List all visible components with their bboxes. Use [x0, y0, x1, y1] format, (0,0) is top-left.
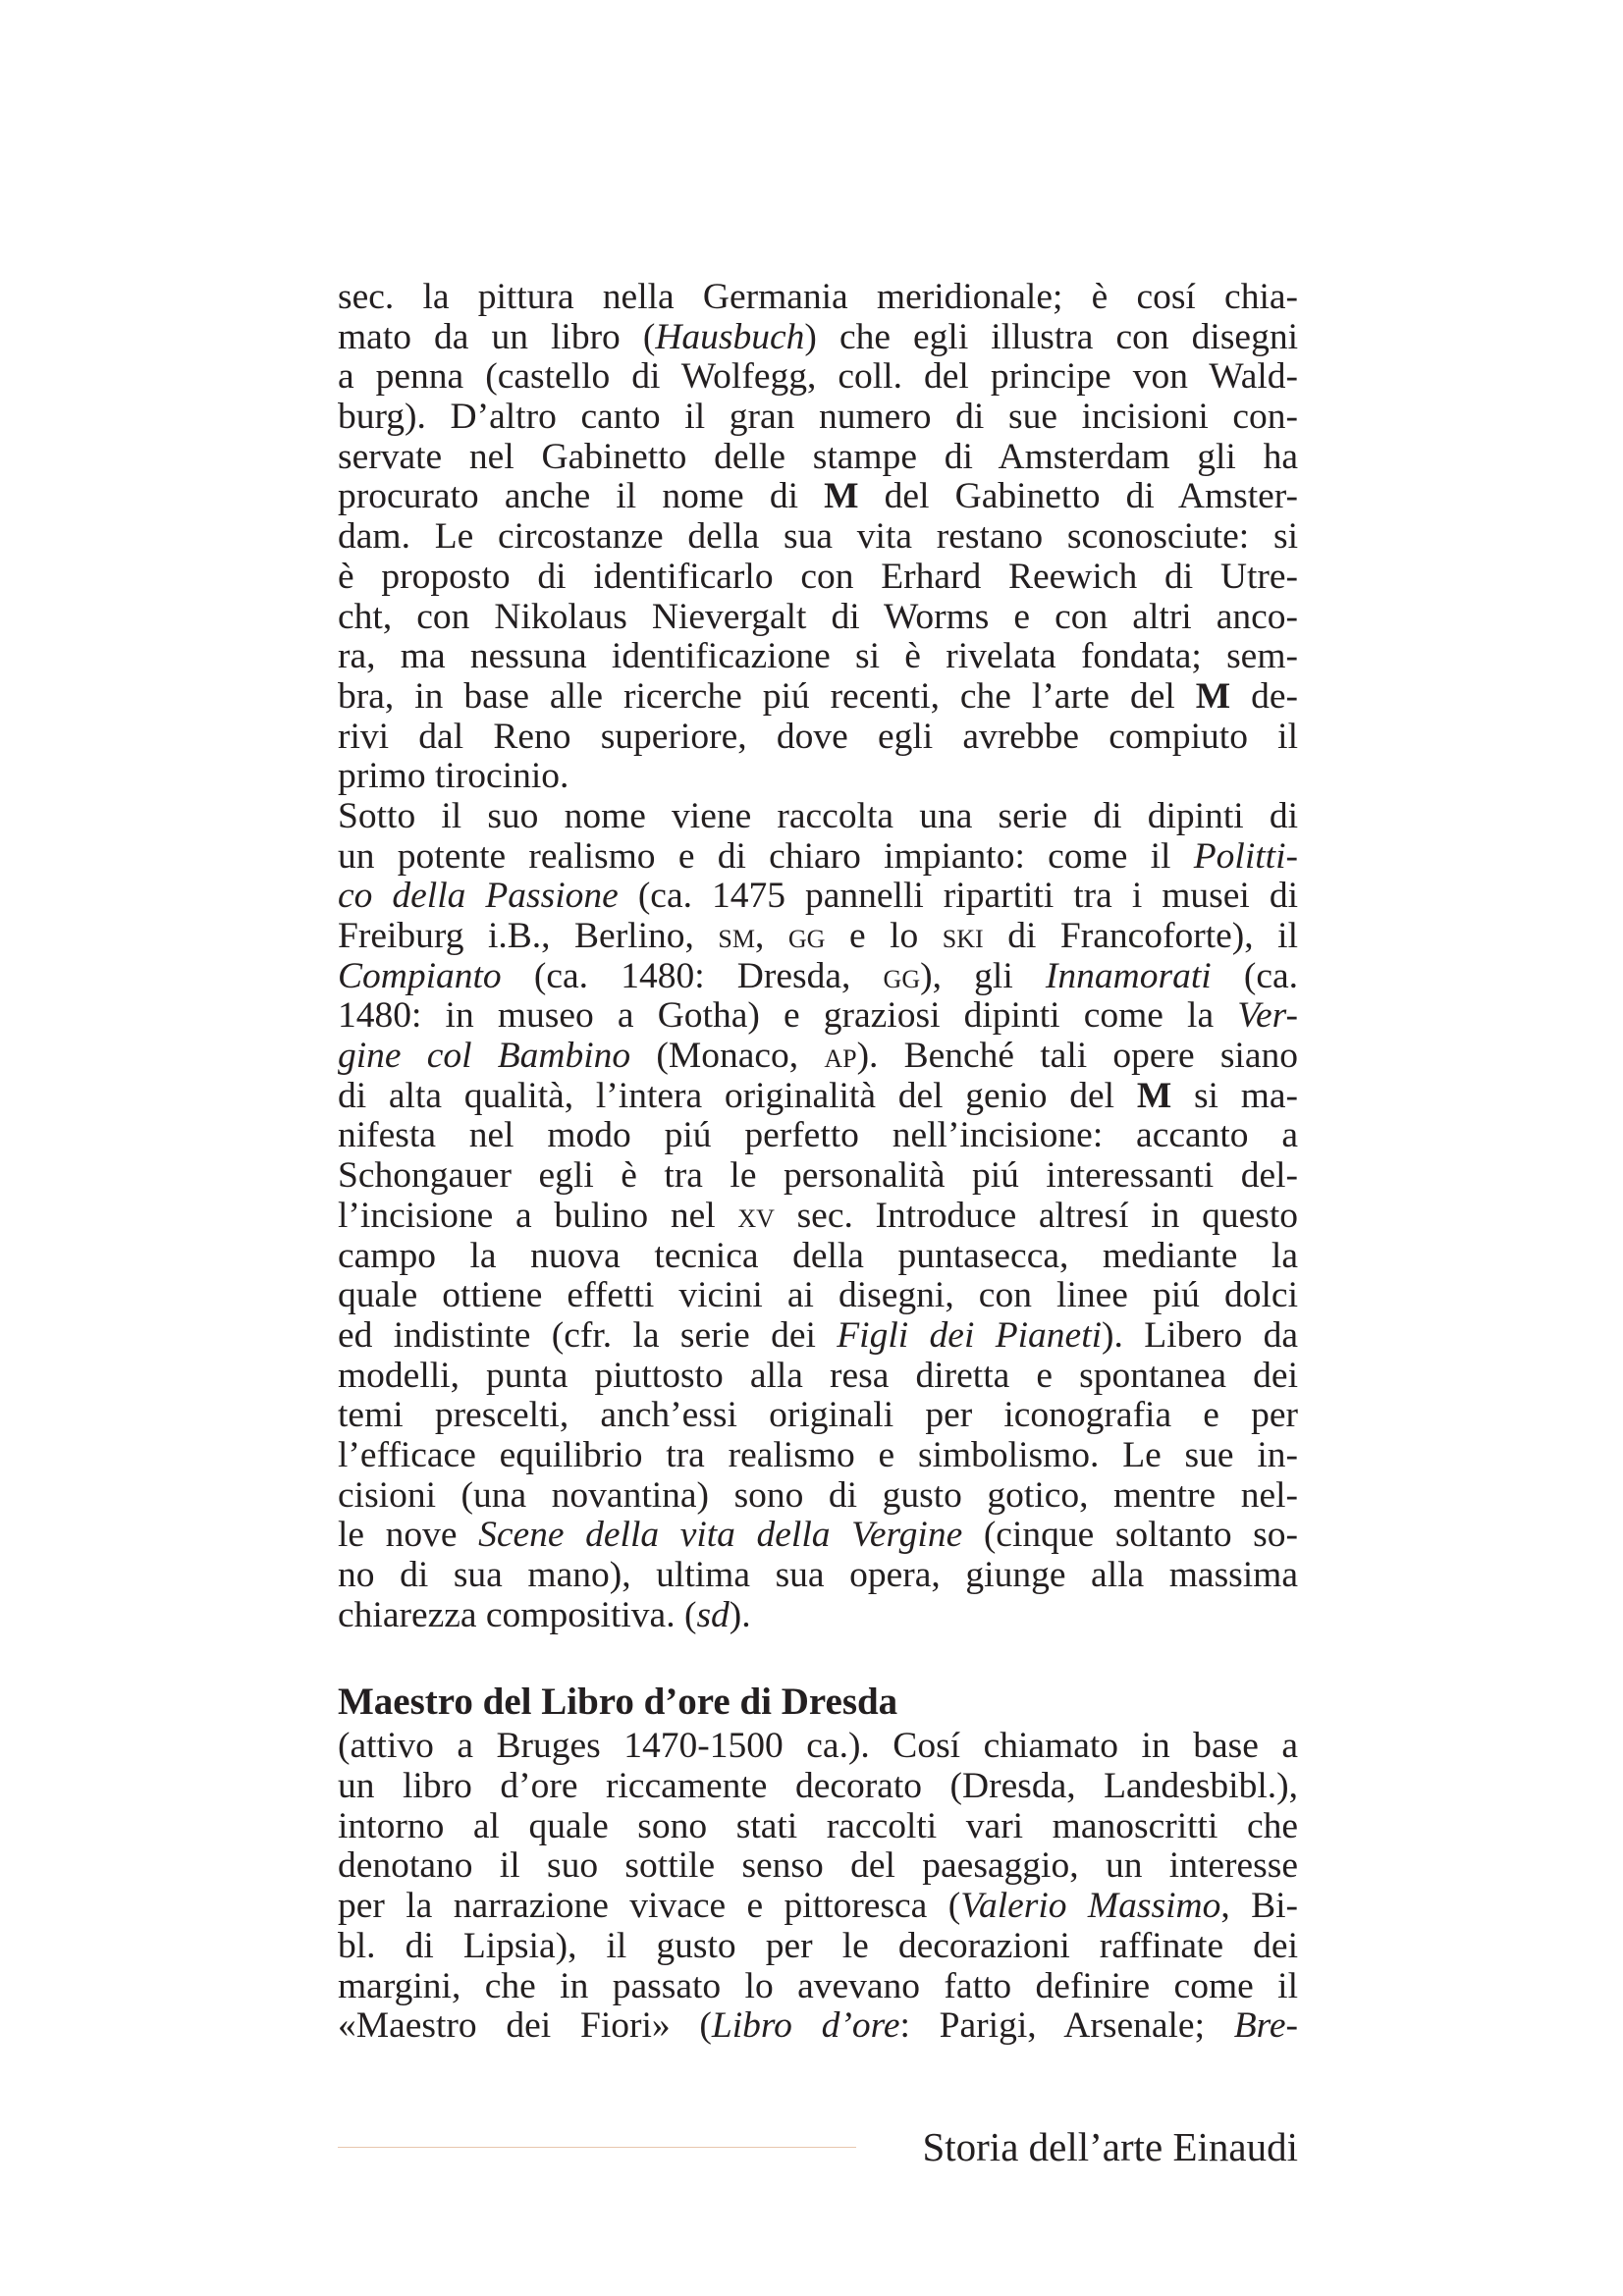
text-line: Schongauer egli è tra le personalità piú interessanti del-: [338, 1155, 1298, 1197]
text-line: ed indistinte (cfr. la serie dei Figli dei Pianeti). Libero da: [338, 1314, 1298, 1356]
text-line: primo tirocinio.: [338, 756, 569, 797]
text-line: cisioni (una novantina) sono di gusto gotico, mentre nel-: [338, 1474, 1298, 1516]
text-line: Sotto il suo nome viene raccolta una serie di dipinti di: [338, 795, 1298, 836]
entry-spacer: [338, 1635, 1298, 1680]
text-line: burg). D’altro canto il gran numero di sue incisioni con-: [338, 397, 1298, 438]
text-line: l’incisione a bulino nel xv sec. Introduce altresí in questo: [338, 1195, 1298, 1236]
text-line: quale ottiene effetti vicini ai disegni, con linee piú dolci: [338, 1275, 1298, 1316]
text-line: gine col Bambino (Monaco, ap). Benché tali opere siano: [338, 1036, 1298, 1077]
text-line: (attivo a Bruges 1470-1500 ca.). Cosí chiamato in base a: [338, 1726, 1298, 1767]
text-line: un libro d’ore riccamente decorato (Dresda, Landesbibl.),: [338, 1766, 1298, 1807]
footer-rule: [338, 2147, 856, 2148]
text-line: servate nel Gabinetto delle stampe di Amsterdam gli ha: [338, 436, 1298, 477]
text-line: per la narrazione vivace e pittoresca (Valerio Massimo, Bi-: [338, 1886, 1299, 1927]
text-line: Freiburg i.B., Berlino, sm, gg e lo ski di Francoforte), il: [338, 916, 1298, 956]
entry-maestro-hausbuch-continued: [338, 278, 1298, 1635]
text-line: 1480: in museo a Gotha) e graziosi dipinti come la Ver-: [338, 995, 1298, 1037]
text-line: denotano il suo sottile senso del paesaggio, un interesse: [338, 1845, 1298, 1887]
text-line: Compianto (ca. 1480: Dresda, gg), gli Innamorati (ca.: [338, 955, 1298, 996]
entry-heading: Maestro del Libro d’ore di Dresda: [338, 1681, 898, 1724]
footer-publication-title: Storia dell’arte Einaudi: [922, 2124, 1298, 2169]
text-line: rivi dal Reno superiore, dove egli avrebbe compiuto il: [338, 716, 1298, 757]
text-line: sec. la pittura nella Germania meridionale; è cosí chia-: [338, 277, 1298, 317]
text-line: chiarezza compositiva. (sd).: [338, 1594, 751, 1635]
text-line: mato da un libro (Hausbuch) che egli illustra con disegni: [338, 316, 1298, 357]
text-line: è proposto di identificarlo con Erhard Reewich di Utre-: [338, 556, 1298, 597]
entry-maestro-libro-ore-dresda: [338, 1680, 1298, 2047]
text-line: l’efficace equilibrio tra realismo e simbolismo. Le sue in-: [338, 1434, 1298, 1475]
page-body: [338, 278, 1298, 2047]
text-line: modelli, punta piuttosto alla resa diretta e spontanea dei: [338, 1355, 1298, 1396]
text-line: ra, ma nessuna identificazione si è rivelata fondata; sem-: [338, 636, 1298, 677]
text-line: un potente realismo e di chiaro impianto: come il Politti-: [338, 835, 1298, 877]
text-line: temi prescelti, anch’essi originali per iconografia e per: [338, 1395, 1298, 1436]
text-line: dam. Le circostanze della sua vita restano sconosciute: si: [338, 516, 1298, 558]
text-line: intorno al quale sono stati raccolti vari manoscritti che: [338, 1805, 1298, 1846]
text-line: cht, con Nikolaus Nievergalt di Worms e con altri anco-: [338, 596, 1298, 637]
text-line: no di sua mano), ultima sua opera, giunge alla massima: [338, 1555, 1298, 1595]
text-line: campo la nuova tecnica della puntasecca, mediante la: [338, 1235, 1298, 1276]
text-line: procurato anche il nome di M del Gabinetto di Amster-: [338, 476, 1298, 517]
text-line: bl. di Lipsia), il gusto per le decorazioni raffinate dei: [338, 1925, 1298, 1966]
text-line: bra, in base alle ricerche piú recenti, che l’arte del M de-: [338, 675, 1298, 717]
text-line: a penna (castello di Wolfegg, coll. del principe von Wald-: [338, 356, 1298, 398]
text-line: le nove Scene della vita della Vergine (cinque soltanto so-: [338, 1515, 1298, 1556]
text-line: nifesta nel modo piú perfetto nell’incisione: accanto a: [338, 1115, 1298, 1156]
text-line: margini, che in passato lo avevano fatto definire come il: [338, 1965, 1298, 2006]
text-line: «Maestro dei Fiori» (Libro d’ore: Parigi, Arsenale; Bre-: [338, 2005, 1299, 2047]
text-line: co della Passione (ca. 1475 pannelli ripartiti tra i musei di: [338, 876, 1298, 917]
text-line: di alta qualità, l’intera originalità del genio del M si ma-: [338, 1075, 1298, 1116]
